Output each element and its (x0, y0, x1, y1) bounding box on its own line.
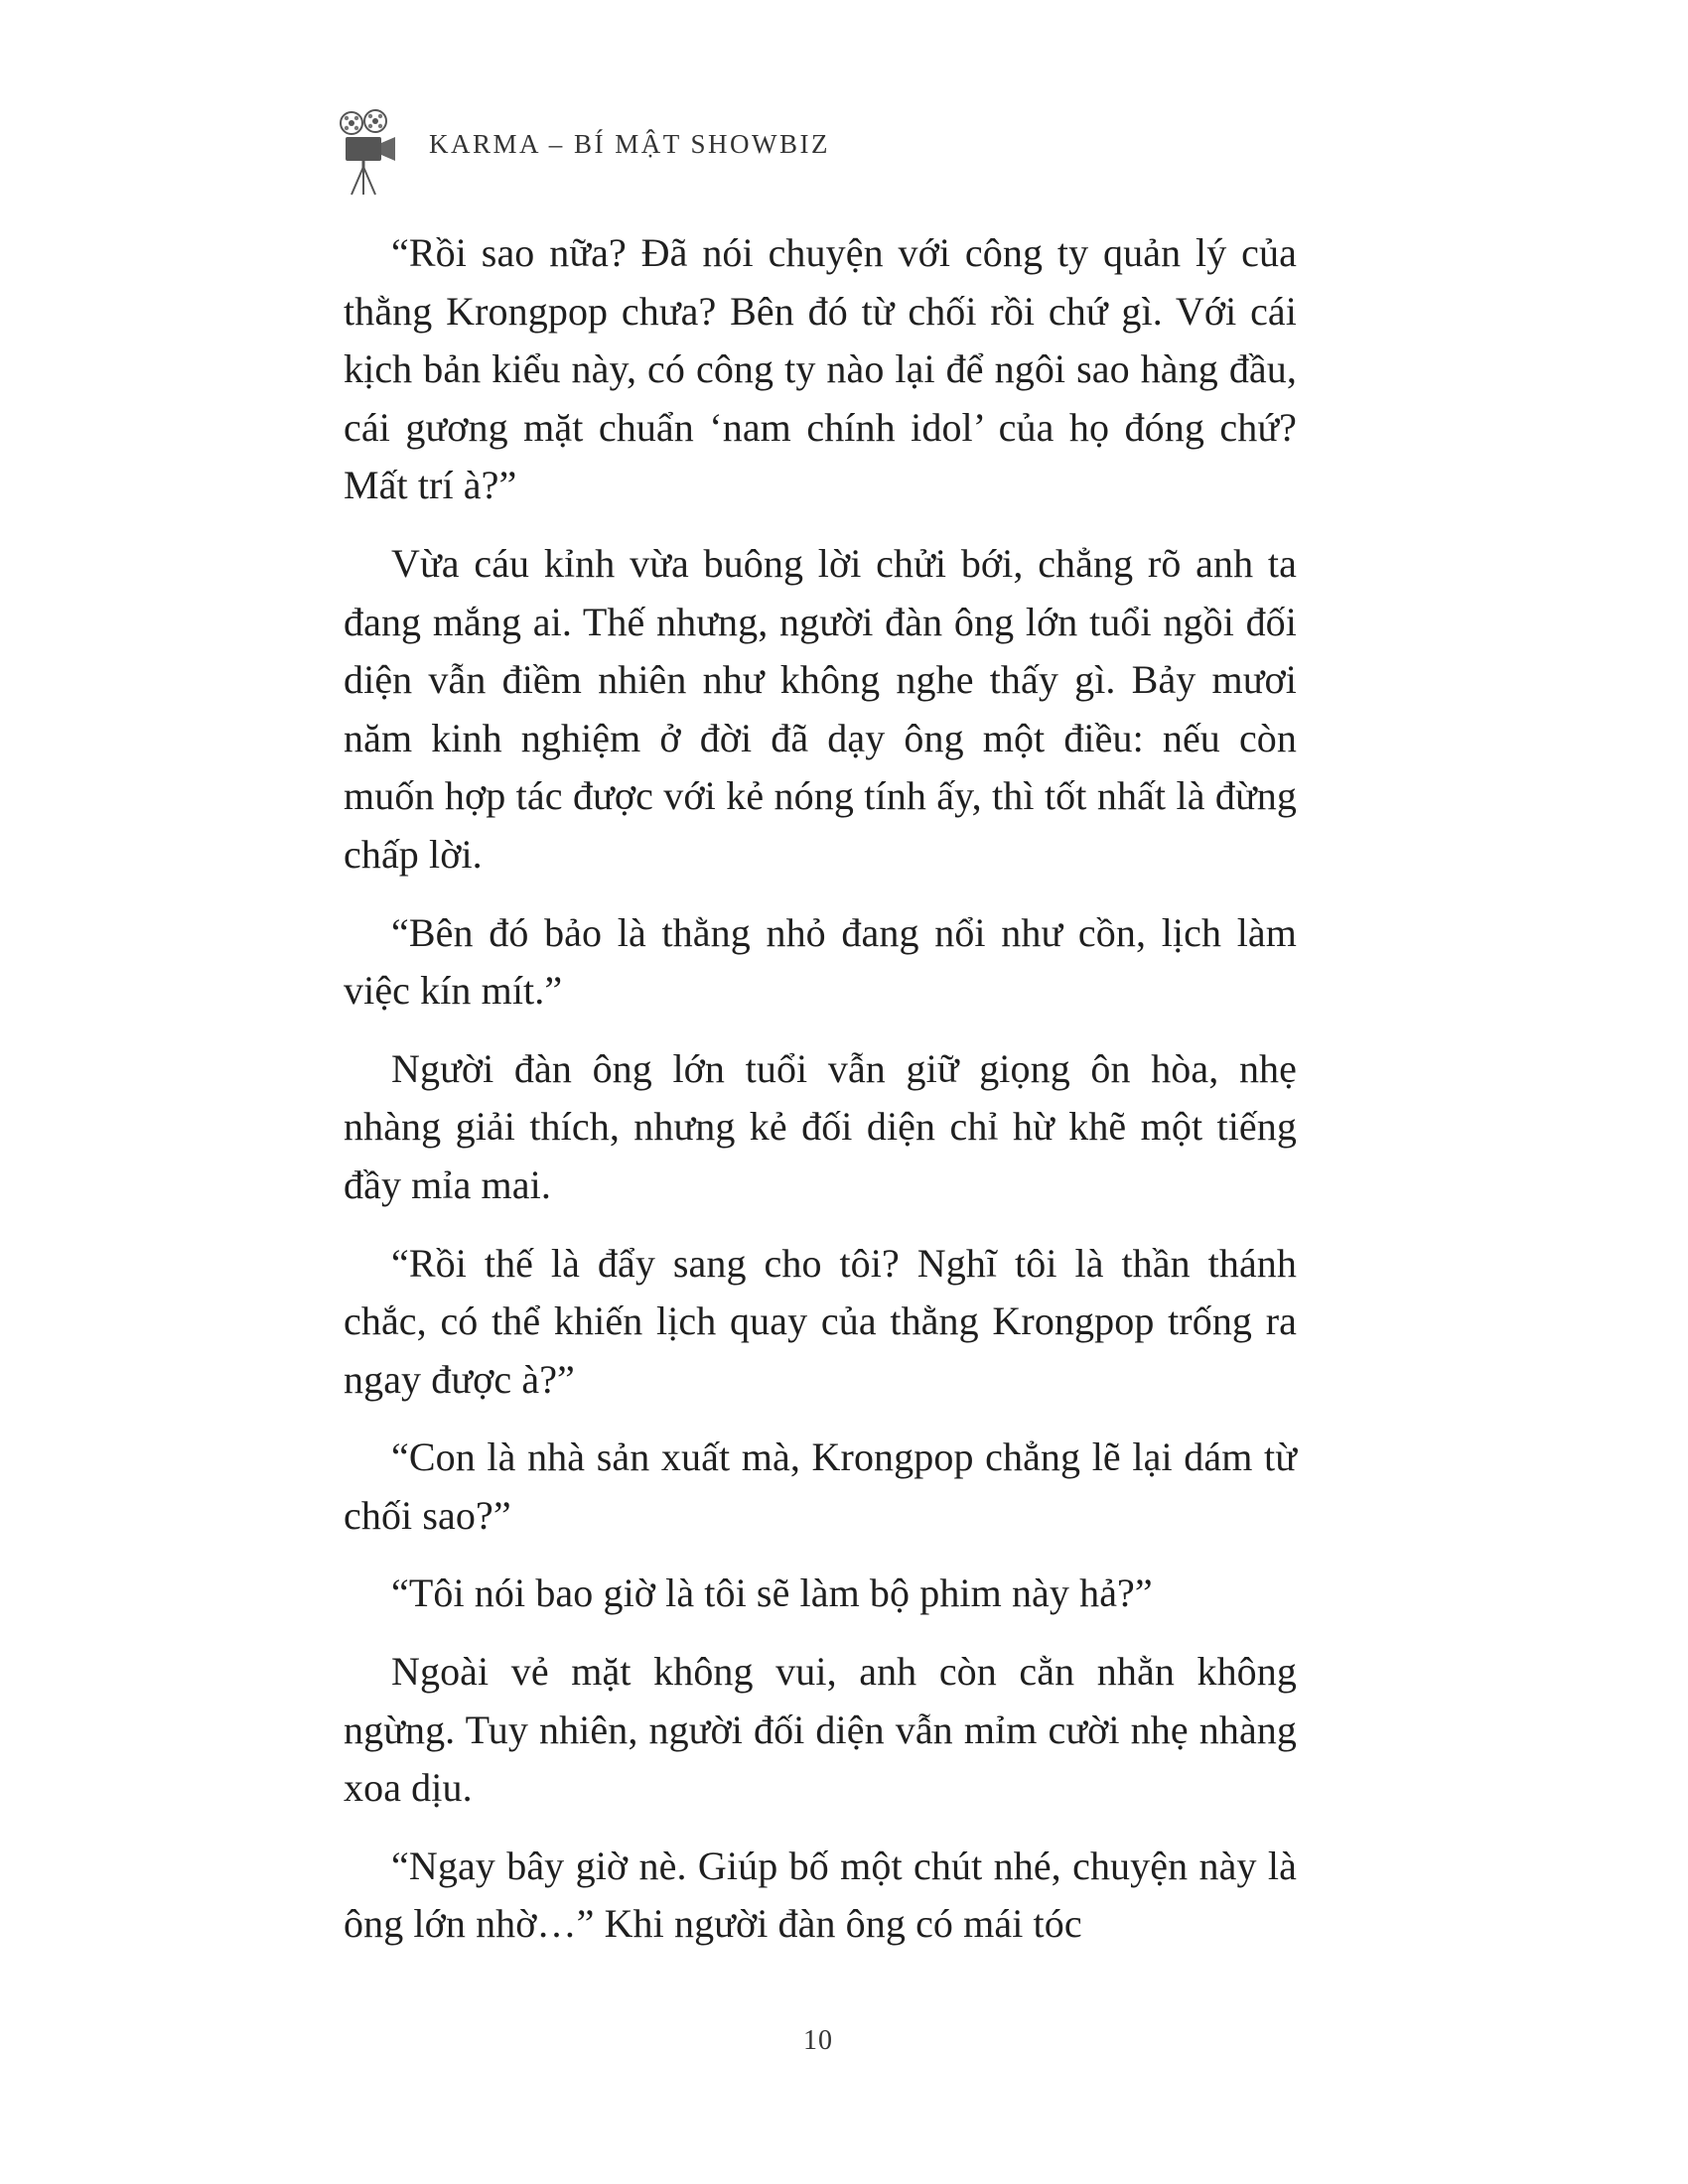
paragraph: Ngoài vẻ mặt không vui, anh còn cằn nhằn không ngừng. Tuy nhiên, người đối diện vẫn mỉm cười nhẹ nhàng xoa dịu. (344, 1649, 1297, 1811)
paragraph: “Con là nhà sản xuất mà, Krongpop chẳng lẽ lại dám từ chối sao?” (344, 1434, 1297, 1538)
paragraph: Vừa cáu kỉnh vừa buông lời chửi bới, chẳng rõ anh ta đang mắng ai. Thế nhưng, người đàn ông lớn tuổi ngồi đối diện vẫn điềm nhiên như không nghe thấy gì. Bảy mươi năm kinh nghiệm ở đời đã dạy ông một điều: nếu còn muốn hợp tác được với kẻ nóng tính ấy, thì tốt nhất là đừng chấp lời. (344, 540, 1297, 877)
paragraph: “Ngay bây giờ nè. Giúp bố một chút nhé, chuyện này là ông lớn nhờ…” Khi người đàn ông có mái tóc (344, 1843, 1297, 1947)
body-text (344, 224, 1297, 1974)
running-header (338, 107, 1430, 197)
running-header-title: KARMA – BÍ MẬT SHOWBIZ (429, 129, 831, 159)
page-number: 10 (803, 2025, 833, 2056)
paragraph: “Tôi nói bao giờ là tôi sẽ làm bộ phim này hả?” (391, 1570, 1153, 1616)
paragraph: “Rồi thế là đẩy sang cho tôi? Nghĩ tôi là thần thánh chắc, có thể khiến lịch quay của thằng Krongpop trống ra ngay được à?” (344, 1240, 1297, 1402)
paragraph: Người đàn ông lớn tuổi vẫn giữ giọng ôn hòa, nhẹ nhàng giải thích, nhưng kẻ đối diện chỉ hừ khẽ một tiếng đầy mỉa mai. (344, 1045, 1297, 1207)
paragraph: “Bên đó bảo là thằng nhỏ đang nổi như cồn, lịch làm việc kín mít.” (344, 909, 1297, 1014)
paragraph: “Rồi sao nữa? Đã nói chuyện với công ty quản lý của thằng Krongpop chưa? Bên đó từ chối rồi chứ gì. Với cái kịch bản kiểu này, có công ty nào lại để ngôi sao hàng đầu, cái gương mặt chuẩn ‘nam chính idol’ của họ đóng chứ? Mất trí à?” (344, 230, 1297, 508)
film-camera-icon (338, 107, 401, 197)
